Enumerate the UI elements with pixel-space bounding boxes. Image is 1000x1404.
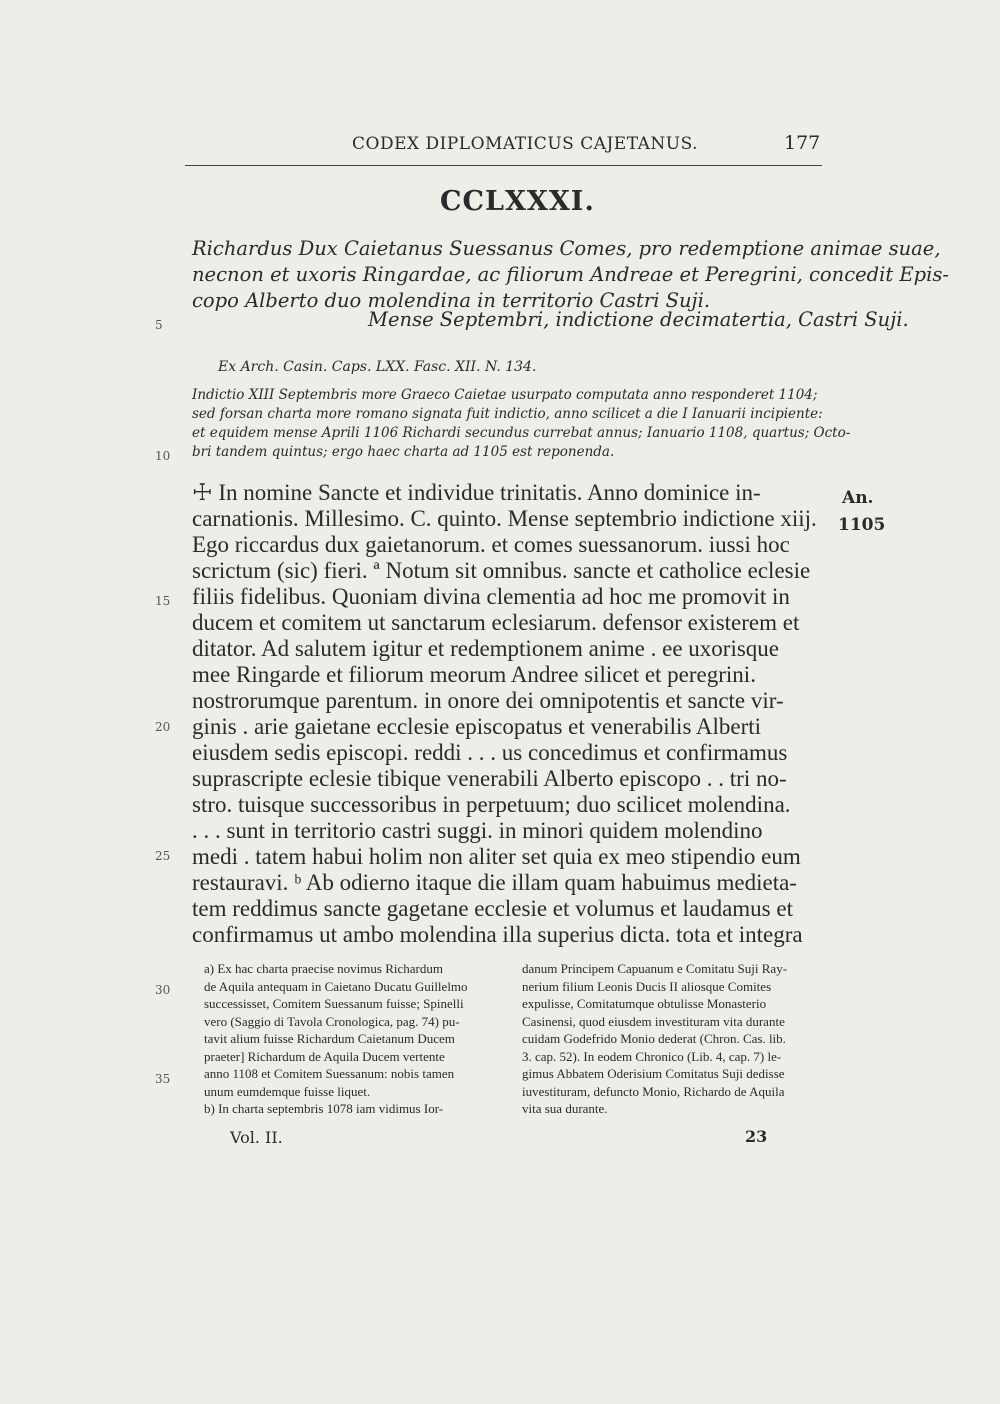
note-line: sed forsan charta more romano signata fuit indictio, anno scilicet a die I Ianuarii incipiente:: [192, 406, 823, 422]
charter-line: medi . tatem habui holim non aliter set quia ex meo stipendio eum: [192, 844, 801, 869]
footnote-line: praeter] Richardum de Aquila Ducem vertente: [204, 1048, 445, 1064]
footnote-line: 3. cap. 52). In eodem Chronico (Lib. 4, cap. 7) le-: [522, 1048, 782, 1064]
volume-label: Vol. II.: [230, 1128, 283, 1147]
line-number: 10: [155, 449, 171, 463]
charter-line: eiusdem sedis episcopi. reddi . . . us concedimus et confirmamus: [192, 740, 788, 765]
header-rule: [185, 165, 822, 166]
summary-line: Richardus Dux Caietanus Suessanus Comes, pro redemptione animae suae,: [192, 237, 941, 260]
footnote-line: nerium filium Leonis Ducis II aliosque Comites: [522, 978, 772, 994]
charter-line: restauravi. ᵇ Ab odierno itaque die illam quam habuimus medieta-: [192, 870, 797, 895]
line-number: 20: [155, 720, 171, 734]
footnote-line: iuvestituram, defuncto Monio, Richardo de Aquila: [522, 1083, 785, 1099]
footnote-line: cuidam Godefrido Monio dederat (Chron. Cas. lib.: [522, 1031, 786, 1046]
charter-line: . . . sunt in territorio castri suggi. in minori quidem molendino: [192, 818, 763, 843]
summary-line: copo Alberto duo molendina in territorio Castri Suji.: [192, 289, 711, 312]
charter-line: ☩ In nomine Sancte et individue trinitatis. Anno dominice in-: [192, 480, 761, 505]
footnote-line: expulisse, Comitatumque obtulisse Monasterio: [522, 996, 767, 1011]
footnote-line: unum eumdemque fuisse liquet.: [204, 1083, 371, 1099]
charter-line: confirmamus ut ambo molendina illa superius dicta. tota et integra: [192, 922, 803, 947]
charter-line: suprascripte eclesie tibique venerabili Alberto episcopo . . tri no-: [192, 766, 787, 791]
charter-text: [192, 480, 832, 948]
charter-line: stro. tuisque successoribus in perpetuum; duo scilicet molendina.: [192, 792, 791, 817]
note-line: Indictio XIII Septembris more Graeco Caietae usurpato computata anno responderet 1104;: [192, 387, 818, 403]
charter-line: mee Ringarde et filiorum meorum Andree silicet et peregrini.: [192, 662, 756, 687]
footnote-line: successisset, Comitem Suessanum fuisse; Spinelli: [204, 996, 464, 1011]
margin-year: 1105: [838, 515, 886, 535]
footnotes-left-column: [204, 960, 490, 1118]
footnote-line: danum Principem Capuanum e Comitatu Suji Ray-: [522, 961, 788, 976]
footnote-line: de Aquila antequam in Caietano Ducatu Guillelmo: [204, 978, 468, 994]
line-number: 35: [155, 1072, 171, 1086]
charter-line: ginis . arie gaietane ecclesie episcopatus et venerabilis Alberti: [192, 714, 762, 739]
footnote-line: anno 1108 et Comitem Suessanum: nobis tamen: [204, 1066, 455, 1081]
charter-line: filiis fidelibus. Quoniam divina clementia ad hoc me promovit in: [192, 584, 790, 609]
footnote-line: gimus Abbatem Oderisium Comitatus Suji dedisse: [522, 1066, 785, 1081]
summary-line: necnon et uxoris Ringardae, ac filiorum Andreae et Peregrini, concedit Epis-: [192, 263, 949, 286]
document-summary: [192, 236, 949, 314]
line-number: 30: [155, 983, 171, 997]
line-number: 15: [155, 594, 171, 608]
note-line: bri tandem quintus; ergo haec charta ad 1105 est reponenda.: [192, 444, 615, 460]
footnote-line: b) In charta septembris 1078 iam vidimus Ior-: [204, 1101, 444, 1116]
running-head: CODEX DIPLOMATICUS CAJETANUS.: [352, 134, 699, 154]
charter-line: scrictum (sic) fieri. ª Notum sit omnibus. sancte et catholice eclesie: [192, 558, 811, 583]
charter-line: ditator. Ad salutem igitur et redemptionem anime . ee uxorisque: [192, 636, 779, 661]
line-number: 25: [155, 849, 171, 863]
footnotes-right-column: [522, 960, 822, 1118]
signature-mark: 23: [745, 1127, 768, 1146]
footnote-line: a) Ex hac charta praecise novimus Richardum: [204, 961, 443, 976]
charter-line: Ego riccardus dux gaietanorum. et comes suessanorum. iussi hoc: [192, 532, 790, 557]
margin-year-label: An.: [842, 488, 874, 508]
page-number: 177: [784, 132, 821, 154]
document-number: CCLXXXI.: [440, 186, 595, 217]
footnote-line: vero (Saggio di Tavola Cronologica, pag. 74) pu-: [204, 1013, 460, 1029]
line-number: 5: [155, 318, 163, 332]
footnote-line: vita sua durante.: [522, 1101, 608, 1116]
archive-source: Ex Arch. Casin. Caps. LXX. Fasc. XII. N. 134.: [218, 359, 537, 375]
footnote-line: Casinensi, quod eiusdem investituram vita durante: [522, 1013, 785, 1029]
footnote-line: tavit alium fuisse Richardum Caietanum Ducem: [204, 1031, 455, 1046]
dating-note: [192, 386, 851, 462]
charter-line: tem reddimus sancte gagetane ecclesie et volumus et laudamus et: [192, 896, 793, 921]
summary-date-line: Mense Septembri, indictione decimatertia, Castri Suji.: [368, 308, 909, 331]
charter-line: ducem et comitem ut sanctarum eclesiarum. defensor existerem et: [192, 610, 800, 635]
charter-line: nostrorumque parentum. in onore dei omnipotentis et sancte vir-: [192, 688, 784, 713]
charter-line: carnationis. Millesimo. C. quinto. Mense septembrio indictione xiij.: [192, 506, 817, 531]
note-line: et equidem mense Aprili 1106 Richardi secundus currebat annus; Ianuario 1108, quartus; Octo-: [192, 425, 851, 441]
